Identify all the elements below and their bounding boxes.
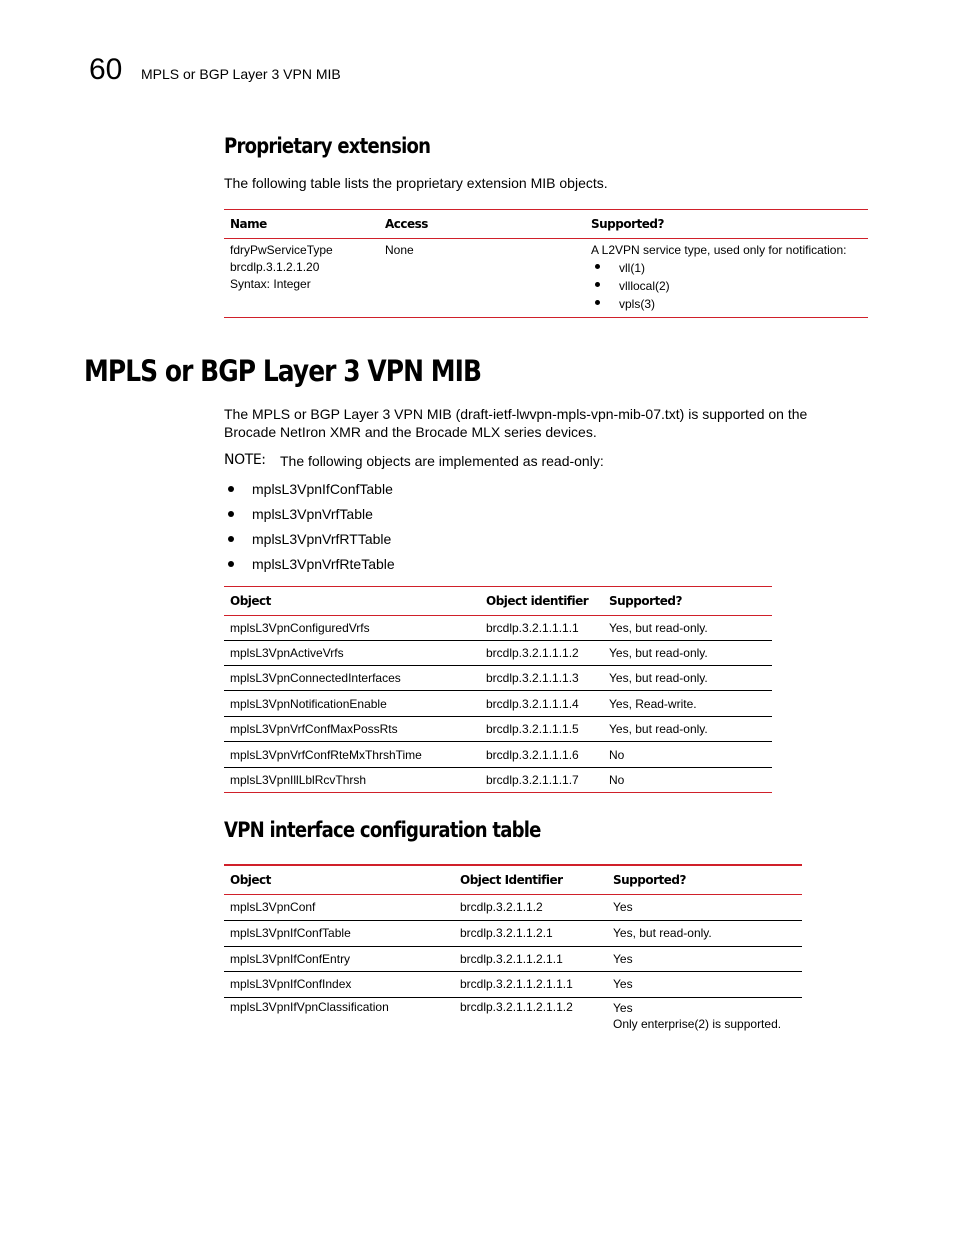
table-header-row bbox=[224, 210, 868, 239]
vpn-mib-objects-table bbox=[224, 586, 772, 793]
supported-cell: Yes bbox=[613, 951, 633, 966]
oid-cell: brcdlp.3.2.1.1.2.1.1.1 bbox=[460, 977, 573, 991]
column-header: Supported? bbox=[591, 217, 664, 231]
read-only-objects-list bbox=[224, 480, 395, 580]
oid-cell: brcdlp.3.2.1.1.2.1.1.2 bbox=[460, 999, 573, 1014]
oid-cell: brcdlp.3.2.1.1.1.6 bbox=[486, 747, 579, 762]
object-cell: mplsL3VpnVrfConfMaxPossRts bbox=[230, 722, 398, 736]
main-intro-line-1: The MPLS or BGP Layer 3 VPN MIB (draft-ietf-lwvpn-mpls-vpn-mib-07.txt) is supported on the bbox=[224, 406, 808, 422]
oid-cell: brcdlp.3.2.1.1.1.5 bbox=[486, 722, 579, 736]
object-cell: mplsL3VpnNotificationEnable bbox=[230, 696, 387, 711]
column-header: Access bbox=[385, 217, 428, 231]
table-row bbox=[224, 742, 772, 768]
oid-cell: brcdlp.3.2.1.1.2 bbox=[460, 900, 543, 914]
table-row bbox=[224, 641, 772, 666]
column-header: Object bbox=[230, 594, 271, 608]
supported-cell: Yes, but read-only. bbox=[613, 926, 712, 940]
table-row bbox=[224, 920, 802, 946]
object-cell: mplsL3VpnActiveVrfs bbox=[230, 646, 344, 660]
oid-cell: brcdlp.3.2.1.1.2.1 bbox=[460, 926, 553, 940]
table-row bbox=[224, 894, 802, 920]
column-header: Supported? bbox=[609, 594, 682, 608]
supported-cell: Yes, but read-only. bbox=[609, 646, 708, 660]
column-header: Object identifier bbox=[486, 594, 589, 608]
object-cell: mplsL3VpnIfConfIndex bbox=[230, 977, 352, 991]
oid-cell: brcdlp.3.2.1.1.1.3 bbox=[486, 671, 579, 685]
oid-cell: brcdlp.3.2.1.1.1.1 bbox=[486, 621, 579, 635]
object-cell: mplsL3VpnVrfConfRteMxThrshTime bbox=[230, 747, 422, 762]
table-header-row bbox=[224, 865, 802, 894]
section-heading-proprietary: Proprietary extension bbox=[224, 134, 431, 158]
list-item: vlllocal(2) bbox=[591, 277, 862, 295]
object-cell: mplsL3VpnConfiguredVrfs bbox=[230, 621, 370, 635]
object-cell: mplsL3VpnIfConfTable bbox=[230, 926, 351, 940]
vpn-interface-table bbox=[224, 864, 802, 1035]
proprietary-table bbox=[224, 209, 868, 318]
name-cell bbox=[224, 239, 379, 318]
object-syntax: Syntax: Integer bbox=[230, 277, 311, 291]
supported-cell bbox=[607, 997, 802, 1035]
supported-cell: No bbox=[609, 773, 625, 787]
table-row bbox=[224, 691, 772, 717]
page-title: MPLS or BGP Layer 3 VPN MIB bbox=[84, 354, 482, 388]
supported-description: A L2VPN service type, used only for notification: bbox=[591, 243, 847, 257]
supported-cell: Yes, Read-write. bbox=[609, 696, 697, 711]
access-cell bbox=[379, 239, 585, 318]
supported-cell: No bbox=[609, 747, 625, 762]
object-cell: mplsL3VpnIfVpnClassification bbox=[230, 999, 389, 1014]
section-heading-vpn-interface: VPN interface configuration table bbox=[224, 818, 541, 842]
column-header: Name bbox=[230, 217, 267, 231]
chapter-number: 60 bbox=[89, 53, 123, 86]
note-label: NOTE: bbox=[224, 452, 266, 468]
table-row bbox=[224, 971, 802, 997]
oid-cell: brcdlp.3.2.1.1.1.4 bbox=[486, 696, 579, 711]
supported-cell: Yes bbox=[613, 900, 633, 914]
object-cell: mplsL3VpnIfConfEntry bbox=[230, 951, 351, 966]
column-header: Object Identifier bbox=[460, 872, 563, 887]
supported-cell: Yes, but read-only. bbox=[609, 621, 708, 635]
table-row bbox=[224, 768, 772, 793]
oid-cell: brcdlp.3.2.1.1.1.2 bbox=[486, 646, 579, 660]
list-item: mplsL3VpnVrfTable bbox=[224, 505, 395, 530]
supported-value: Yes bbox=[613, 1000, 633, 1015]
oid-cell: brcdlp.3.2.1.1.1.7 bbox=[486, 773, 579, 787]
object-name: fdryPwServiceType bbox=[230, 243, 333, 257]
list-item: mplsL3VpnVrfRTTable bbox=[224, 530, 395, 555]
main-intro-line-2: Brocade NetIron XMR and the Brocade MLX series devices. bbox=[224, 424, 597, 440]
object-cell: mplsL3VpnConnectedInterfaces bbox=[230, 671, 401, 685]
table-row bbox=[224, 239, 868, 318]
service-type-list bbox=[591, 259, 862, 313]
oid-cell: brcdlp.3.2.1.1.2.1.1 bbox=[460, 951, 563, 966]
table-row bbox=[224, 616, 772, 641]
table-row bbox=[224, 666, 772, 691]
list-item: vpls(3) bbox=[591, 295, 862, 313]
supported-cell: Yes, but read-only. bbox=[609, 671, 708, 685]
supported-cell: Yes, but read-only. bbox=[609, 722, 708, 736]
object-cell: mplsL3VpnConf bbox=[230, 900, 316, 914]
proprietary-intro: The following table lists the proprietary extension MIB objects. bbox=[224, 175, 608, 191]
note-text: The following objects are implemented as read-only: bbox=[280, 453, 604, 469]
table-row bbox=[224, 997, 802, 1035]
column-header: Supported? bbox=[613, 872, 686, 887]
list-item: vll(1) bbox=[591, 259, 862, 277]
supported-cell: Yes bbox=[613, 977, 633, 991]
list-item: mplsL3VpnVrfRteTable bbox=[224, 555, 395, 580]
list-item: mplsL3VpnIfConfTable bbox=[224, 480, 395, 505]
supported-cell bbox=[585, 239, 868, 318]
table-row bbox=[224, 717, 772, 742]
object-cell: mplsL3VpnIllLblRcvThrsh bbox=[230, 773, 367, 787]
running-title: MPLS or BGP Layer 3 VPN MIB bbox=[141, 66, 341, 82]
column-header: Object bbox=[230, 872, 271, 887]
access-value: None bbox=[385, 243, 414, 257]
object-oid: brcdlp.3.1.2.1.20 bbox=[230, 260, 320, 274]
table-header-row bbox=[224, 587, 772, 616]
supported-note: Only enterprise(2) is supported. bbox=[613, 1016, 782, 1031]
table-row bbox=[224, 946, 802, 971]
